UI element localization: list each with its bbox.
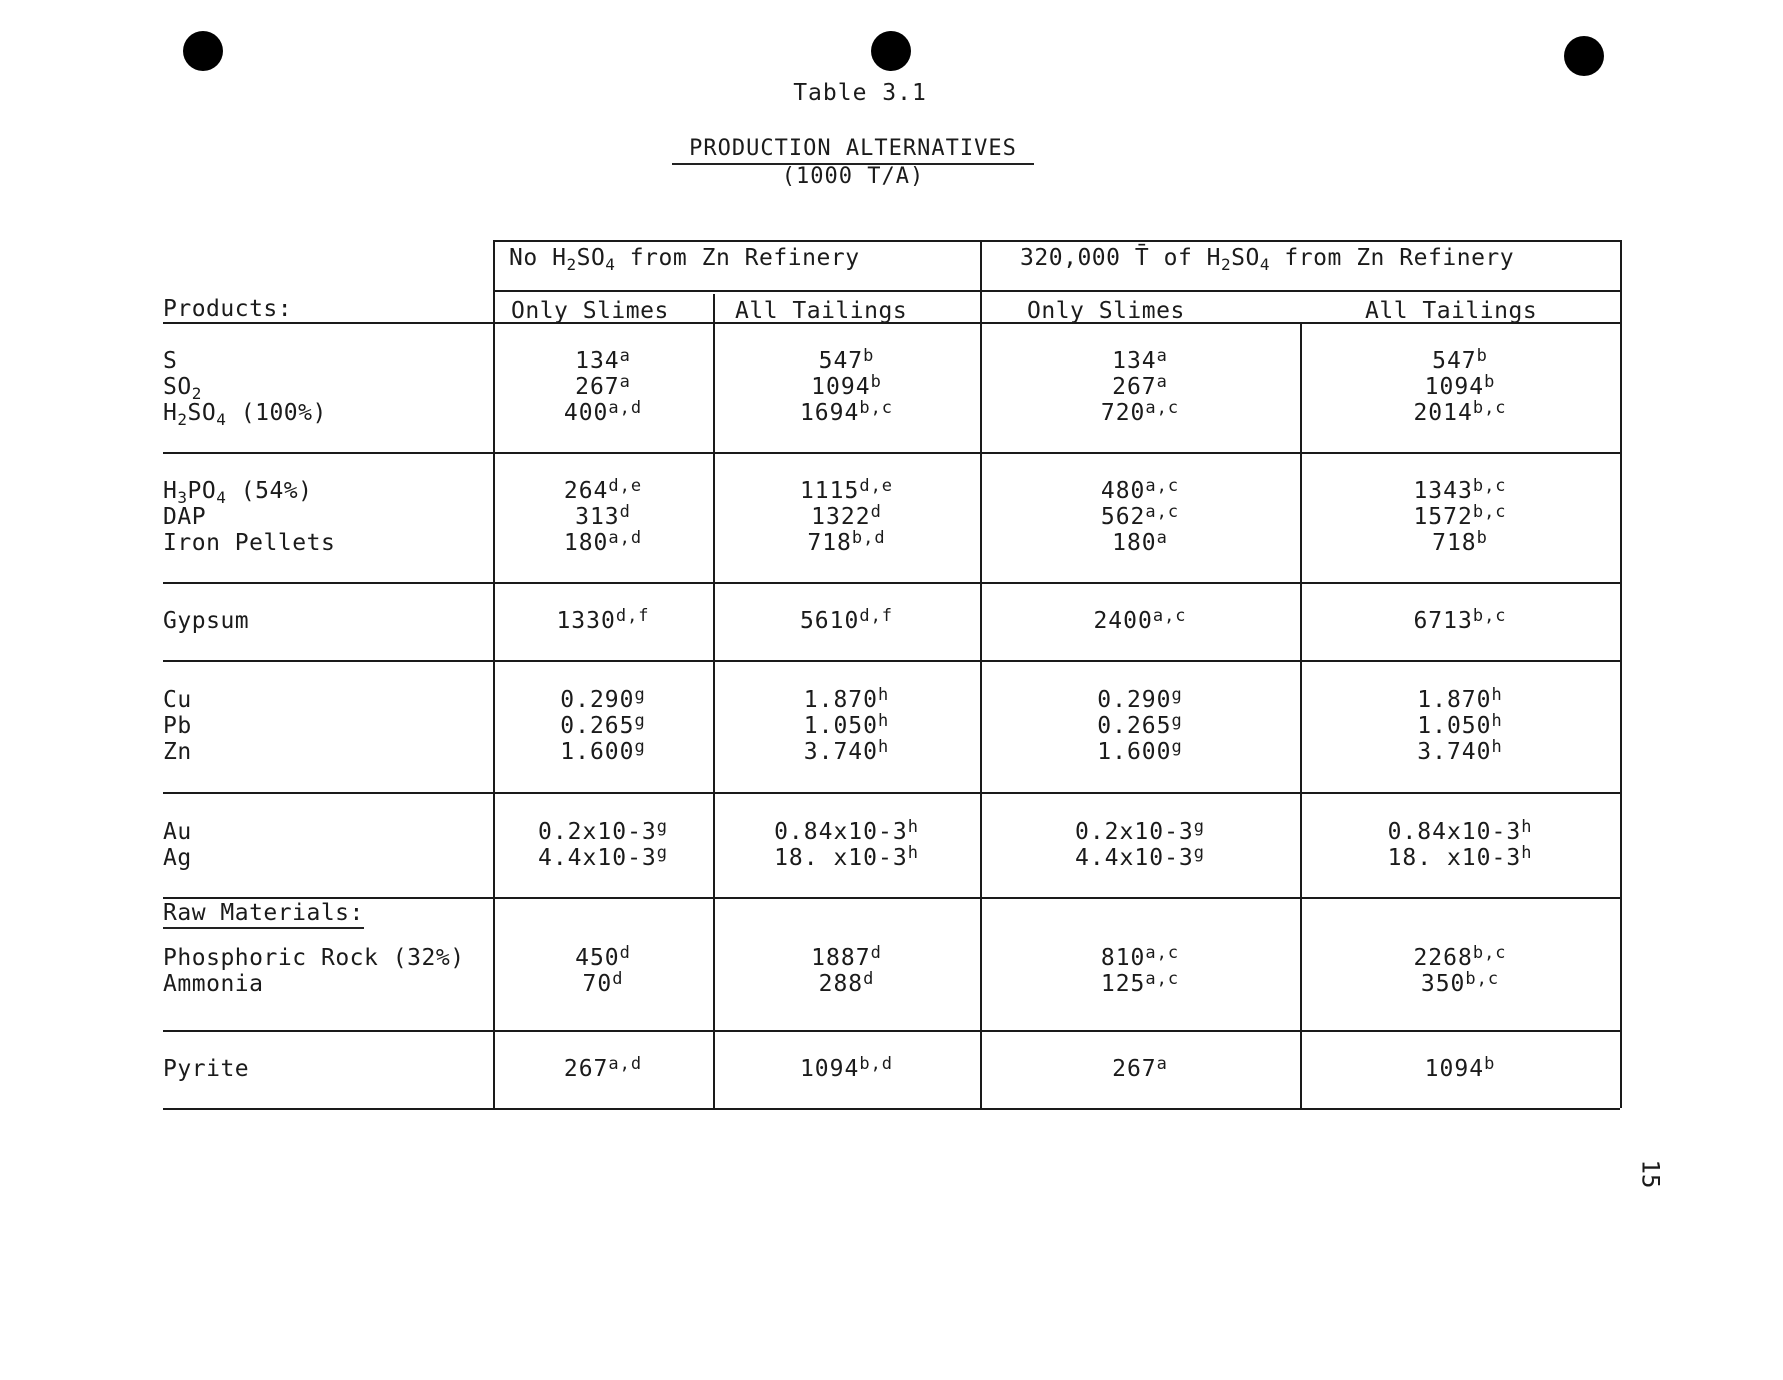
table-cell xyxy=(980,504,1300,530)
table-cell xyxy=(493,739,713,765)
cell-footnote: b,c xyxy=(1472,943,1507,963)
cell-footnote: a,d xyxy=(608,398,643,418)
rule-h-section xyxy=(163,582,1620,584)
table-cell xyxy=(980,713,1300,739)
group-header-with-h2so4: 320,000 T of $H_2SO_4$ from Zn Refinery xyxy=(1020,245,1515,274)
cell-value: 1094 xyxy=(811,374,871,400)
rule-v-right xyxy=(1620,240,1622,1108)
row-label: Ag xyxy=(163,844,192,871)
cell-value: 1330 xyxy=(556,608,616,634)
cell-footnote: a,c xyxy=(1152,606,1187,626)
table-cell xyxy=(713,687,980,713)
table-cell xyxy=(1300,687,1620,713)
cell-footnote: b,c xyxy=(1472,476,1507,496)
cell-value: 180 xyxy=(563,530,609,556)
cell-footnote: h xyxy=(878,685,890,705)
table-cell xyxy=(1300,530,1620,556)
table-cell xyxy=(493,842,713,871)
table-cell xyxy=(980,348,1300,374)
table-cell xyxy=(1300,608,1620,634)
cell-value: 134 xyxy=(1112,348,1157,374)
table-cell xyxy=(493,504,713,530)
rule-h-section xyxy=(163,897,1620,899)
cell-value: 0.84x10-3 xyxy=(1387,818,1522,845)
table-cell xyxy=(1300,971,1620,997)
rule-h-section xyxy=(163,792,1620,794)
raw-materials-label: Raw Materials: xyxy=(163,900,364,926)
table-cell xyxy=(493,971,713,997)
cell-value: 1094 xyxy=(1424,1056,1485,1082)
cell-footnote: g xyxy=(656,842,669,863)
cell-value: 547 xyxy=(1432,348,1477,374)
table-cell xyxy=(980,478,1300,504)
cell-value: 1.050 xyxy=(803,713,878,739)
table-cell xyxy=(493,530,713,556)
cell-value: 6713 xyxy=(1413,608,1473,634)
cell-footnote: g xyxy=(1171,711,1183,731)
rule-h-group xyxy=(493,290,1620,292)
cell-value: 2268 xyxy=(1413,945,1473,971)
cell-value: 1.050 xyxy=(1417,713,1492,739)
cell-footnote: a,c xyxy=(1145,502,1180,522)
cell-value: 718 xyxy=(807,530,852,556)
cell-value: 350 xyxy=(1420,971,1466,997)
page-number: 15 xyxy=(1636,1159,1665,1189)
cell-footnote: h xyxy=(1491,685,1503,705)
cell-value: 1.600 xyxy=(1097,739,1172,765)
table-cell xyxy=(493,945,713,971)
table-cell xyxy=(980,1056,1300,1082)
table-cell xyxy=(1300,739,1620,765)
cell-footnote: h xyxy=(907,816,919,837)
table-cell xyxy=(980,400,1300,426)
cell-footnote: b,c xyxy=(1472,502,1507,522)
cell-footnote: b,c xyxy=(859,398,894,418)
cell-footnote: b,c xyxy=(1472,606,1507,626)
cell-value: 264 xyxy=(563,478,609,504)
heading-text: PRODUCTION ALTERNATIVES xyxy=(672,136,1034,165)
cell-footnote: g xyxy=(1193,842,1206,863)
table-cell xyxy=(493,608,713,634)
table-cell xyxy=(493,478,713,504)
cell-value: 313 xyxy=(575,504,620,530)
cell-value: 2400 xyxy=(1093,608,1153,634)
table-cell xyxy=(1300,400,1620,426)
table-cell xyxy=(980,971,1300,997)
table-cell xyxy=(980,945,1300,971)
cell-footnote: a,d xyxy=(608,528,643,548)
table-cell xyxy=(713,608,980,634)
cell-value: 1887 xyxy=(811,945,871,971)
cell-value: 547 xyxy=(818,348,864,374)
row-label: $SO_2$ xyxy=(163,374,202,403)
rule-h-top xyxy=(493,240,1620,242)
cell-footnote: g xyxy=(1193,816,1206,837)
row-label: $H_3PO_4$ (54%) xyxy=(163,478,313,507)
cell-value: 562 xyxy=(1100,504,1146,530)
table-cell xyxy=(713,400,980,426)
cell-value: 1094 xyxy=(1424,374,1485,400)
table-cell xyxy=(980,530,1300,556)
cell-footnote: a xyxy=(1156,1054,1168,1074)
table-cell xyxy=(493,713,713,739)
row-label: Au xyxy=(163,818,192,845)
cell-footnote: g xyxy=(1171,737,1183,757)
cell-value: 480 xyxy=(1100,478,1146,504)
cell-footnote: g xyxy=(1171,685,1183,705)
cell-footnote: d xyxy=(863,969,875,989)
cell-value: 450 xyxy=(575,945,620,971)
cell-footnote: h xyxy=(878,711,890,731)
cell-value: 0.84x10-3 xyxy=(774,818,908,845)
cell-footnote: d xyxy=(870,502,882,522)
cell-value: 267 xyxy=(575,374,620,400)
header-only-slimes-2: Only Slimes xyxy=(1027,298,1185,324)
table-cell xyxy=(493,816,713,845)
table-cell xyxy=(493,687,713,713)
cell-footnote: b,c xyxy=(1465,969,1500,989)
cell-footnote: b,d xyxy=(859,1054,894,1074)
table-cell xyxy=(980,374,1300,400)
cell-value: 0.290 xyxy=(1097,687,1172,713)
cell-value: 267 xyxy=(1112,374,1157,400)
table-cell xyxy=(1300,1056,1620,1082)
rule-h-section xyxy=(163,660,1620,662)
row-label: Cu xyxy=(163,687,192,713)
cell-footnote: a xyxy=(1156,528,1168,548)
row-label: DAP xyxy=(163,504,207,530)
cell-value: 1322 xyxy=(811,504,871,530)
table-cell xyxy=(1300,504,1620,530)
cell-value: 70 xyxy=(582,971,613,997)
cell-value: 1.870 xyxy=(1417,687,1492,713)
cell-footnote: g xyxy=(634,737,646,757)
cell-footnote: d,e xyxy=(608,476,643,496)
cell-value: 720 xyxy=(1100,400,1146,426)
table-cell xyxy=(713,971,980,997)
row-label: Iron Pellets xyxy=(163,530,336,556)
cell-footnote: a,c xyxy=(1145,969,1180,989)
cell-footnote: h xyxy=(1521,842,1533,863)
cell-value: 0.265 xyxy=(560,713,635,739)
cell-footnote: b xyxy=(1484,372,1496,392)
table-cell xyxy=(980,608,1300,634)
cell-footnote: h xyxy=(907,842,919,863)
cell-value: 5610 xyxy=(799,608,860,634)
row-label: Pb xyxy=(163,713,192,739)
cell-footnote: b,d xyxy=(851,528,886,548)
cell-footnote: d xyxy=(619,502,631,522)
cell-footnote: b xyxy=(863,346,875,366)
cell-footnote: a,c xyxy=(1145,476,1180,496)
table-cell xyxy=(1300,374,1620,400)
table-cell xyxy=(713,1056,980,1082)
cell-footnote: g xyxy=(634,685,646,705)
cell-value: 267 xyxy=(1112,1056,1157,1082)
cell-footnote: h xyxy=(1491,737,1503,757)
cell-footnote: b xyxy=(1476,528,1488,548)
table-cell xyxy=(1300,945,1620,971)
cell-value: 1572 xyxy=(1413,504,1473,530)
cell-footnote: a xyxy=(1156,346,1168,366)
cell-footnote: a xyxy=(619,346,631,366)
cell-value: 718 xyxy=(1432,530,1477,556)
table-cell xyxy=(713,713,980,739)
cell-footnote: g xyxy=(634,711,646,731)
table-cell xyxy=(493,1056,713,1082)
cell-value: 134 xyxy=(575,348,620,374)
table-cell xyxy=(713,739,980,765)
header-all-tailings-2: All Tailings xyxy=(1365,298,1538,324)
cell-footnote: a xyxy=(619,372,631,392)
table-cell xyxy=(980,687,1300,713)
punch-hole-right xyxy=(1564,36,1604,76)
cell-value: 18. x10-3 xyxy=(774,844,908,871)
cell-value: 1.870 xyxy=(803,687,878,713)
table-caption: Table 3.1 xyxy=(793,80,927,106)
rule-h-section xyxy=(163,1108,1620,1110)
row-label: S xyxy=(163,348,178,374)
cell-value: 400 xyxy=(563,400,609,426)
cell-value: 0.2x10-3 xyxy=(1074,818,1194,845)
cell-value: 1.600 xyxy=(560,739,635,765)
cell-footnote: b xyxy=(1484,1054,1496,1074)
table-cell xyxy=(713,478,980,504)
table-cell xyxy=(713,816,980,845)
cell-value: 3.740 xyxy=(1417,739,1492,765)
header-all-tailings-1: All Tailings xyxy=(735,298,908,324)
cell-value: 288 xyxy=(818,971,864,997)
cell-footnote: d xyxy=(870,943,882,963)
table-cell xyxy=(1300,348,1620,374)
cell-footnote: h xyxy=(878,737,890,757)
group-header-no-h2so4: No $H_2SO_4$ from Zn Refinery xyxy=(509,245,860,274)
cell-value: 2014 xyxy=(1413,400,1473,426)
row-label: Ammonia xyxy=(163,971,264,997)
row-label: Phosphoric Rock (32%) xyxy=(163,945,465,971)
table-cell xyxy=(493,400,713,426)
cell-footnote: d,e xyxy=(859,476,894,496)
cell-value: 0.290 xyxy=(560,687,635,713)
header-products: Products: xyxy=(163,296,293,322)
cell-footnote: d xyxy=(619,943,631,963)
cell-value: 1115 xyxy=(799,478,860,504)
cell-footnote: b,c xyxy=(1472,398,1507,418)
table-cell xyxy=(713,504,980,530)
cell-value: 810 xyxy=(1100,945,1146,971)
table-cell xyxy=(1300,713,1620,739)
row-label: $H_2SO_4$ (100%) xyxy=(163,400,327,429)
table-units: (1000 T/A) xyxy=(781,164,925,189)
cell-footnote: a,c xyxy=(1145,943,1180,963)
punch-hole-center xyxy=(871,31,911,71)
table-cell xyxy=(713,842,980,871)
table-cell xyxy=(1300,816,1620,845)
table-cell xyxy=(713,348,980,374)
cell-value: 18. x10-3 xyxy=(1387,844,1522,871)
table-heading xyxy=(672,136,1034,165)
cell-footnote: h xyxy=(1521,816,1533,837)
rule-h-section xyxy=(163,1030,1620,1032)
table-cell xyxy=(493,348,713,374)
table-cell xyxy=(980,842,1300,871)
cell-footnote: h xyxy=(1491,711,1503,731)
table-cell xyxy=(1300,478,1620,504)
cell-footnote: a,c xyxy=(1145,398,1180,418)
table-cell xyxy=(713,374,980,400)
cell-value: 1694 xyxy=(799,400,860,426)
cell-value: 125 xyxy=(1100,971,1146,997)
table-cell xyxy=(1300,842,1620,871)
header-only-slimes-1: Only Slimes xyxy=(511,298,669,324)
cell-value: 4.4x10-3 xyxy=(537,844,657,871)
cell-footnote: g xyxy=(656,816,669,837)
cell-value: 267 xyxy=(563,1056,609,1082)
cell-value: 4.4x10-3 xyxy=(1074,844,1194,871)
cell-footnote: d xyxy=(612,969,624,989)
row-label: Gypsum xyxy=(163,608,250,634)
rule-h-section xyxy=(163,452,1620,454)
punch-hole-left xyxy=(183,31,223,71)
cell-footnote: b xyxy=(870,372,882,392)
table-cell xyxy=(493,374,713,400)
row-label: Pyrite xyxy=(163,1056,250,1082)
cell-footnote: a xyxy=(1156,372,1168,392)
row-label: Zn xyxy=(163,739,192,765)
table-cell xyxy=(980,816,1300,845)
table-cell xyxy=(713,530,980,556)
cell-value: 1094 xyxy=(799,1056,860,1082)
cell-value: 3.740 xyxy=(803,739,878,765)
cell-footnote: d,f xyxy=(859,606,894,626)
cell-value: 0.265 xyxy=(1097,713,1172,739)
cell-value: 1343 xyxy=(1413,478,1473,504)
cell-footnote: d,f xyxy=(615,606,650,626)
cell-value: 180 xyxy=(1112,530,1157,556)
cell-footnote: a,d xyxy=(608,1054,643,1074)
table-cell xyxy=(980,739,1300,765)
table-cell xyxy=(713,945,980,971)
cell-footnote: b xyxy=(1476,346,1488,366)
cell-value: 0.2x10-3 xyxy=(537,818,657,845)
